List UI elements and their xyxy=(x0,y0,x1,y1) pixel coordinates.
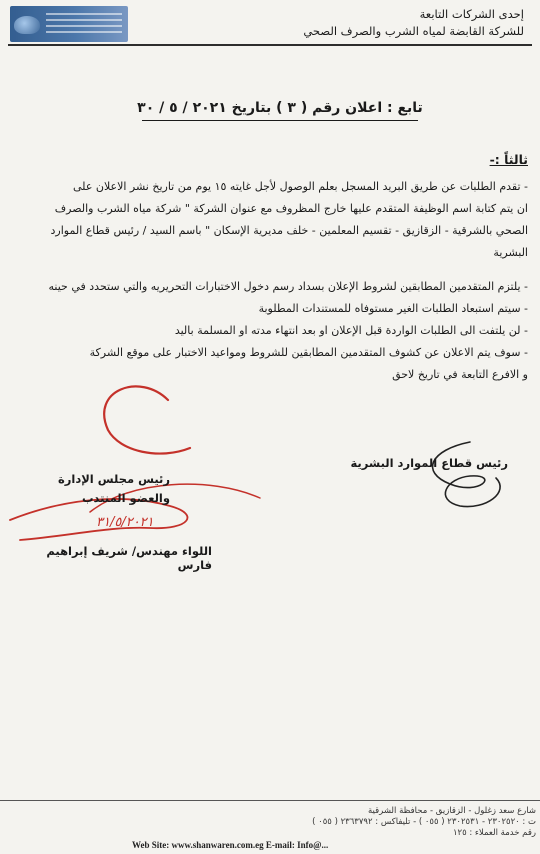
paragraph-line: - يلتزم المتقدمين المطابقين لشروط الإعلان بسداد رسم دخول الاختبارات التحريريه والتي ستحدد في حينه xyxy=(48,280,528,293)
paragraph-line: البشرية xyxy=(493,246,528,259)
logo-text-lines xyxy=(46,13,122,35)
paragraph-line: - تقدم الطلبات عن طريق البريد المسجل بعلم الوصول لأجل غايته ١٥ يوم من تاريخ نشر الاعلان على xyxy=(73,180,528,193)
paragraph-submission xyxy=(18,176,528,264)
chairman-signatory-label xyxy=(40,470,170,508)
letterhead xyxy=(224,6,524,40)
paragraph-fees xyxy=(18,276,528,298)
chairman-title-line-2: والعضو المنتدب xyxy=(81,491,170,505)
footer-customer-service: رقم خدمة العملاء : ١٢٥ xyxy=(452,828,536,838)
black-signature-stroke xyxy=(433,442,501,507)
title-underline xyxy=(142,120,418,121)
hr-signatory-label: رئيس قطاع الموارد البشرية xyxy=(350,456,508,470)
footer-divider xyxy=(0,800,540,801)
chairman-title-line-1: رئيس مجلس الإدارة xyxy=(57,472,170,486)
handwritten-date-text: ٣١/٥/٢٠٢١ xyxy=(96,515,154,530)
red-signature-stroke xyxy=(104,386,190,453)
paragraph-ignored xyxy=(18,320,528,342)
water-drop-icon xyxy=(14,16,40,34)
chairman-name: اللواء مهندس/ شريف إبراهيم فارس xyxy=(46,544,212,572)
footer-phones: ت : ٢٣٠٢٥٢٠ - ٢٣٠٢٥٣١ ( ٠٥٥ ) - تليفاكس : ٢٣٦٣٧٩٢ ( ٠٥٥ ) xyxy=(312,817,536,827)
paragraph-line: و الافرع التابعة في تاريخ لاحق xyxy=(392,368,528,381)
paragraph-exclusion xyxy=(18,298,528,320)
handwritten-date xyxy=(92,508,182,532)
paragraph-line: - سيتم استبعاد الطلبات الغير مستوفاه للمستندات المطلوبة xyxy=(258,302,528,315)
paragraph-line: - لن يلتفت الى الطلبات الواردة قبل الإعلان او بعد انتهاء مدته او المسلمة باليد xyxy=(174,324,528,337)
paragraph-line: الصحي بالشرقية - الزقازيق - تقسيم المعلمين - خلف مديرية الإسكان " باسم السيد / رئيس قطاع الموارد xyxy=(50,224,528,237)
paragraph-line: - سوف يتم الاعلان عن كشوف المتقدمين المطابقين للشروط ومواعيد الاختبار على موقع الشركة xyxy=(89,346,528,359)
header-divider xyxy=(8,44,532,46)
section-heading: ثالثاً :- xyxy=(489,152,528,167)
paragraph-line: ان يتم كتابة اسم الوظيفة المتقدم عليها خارج المظروف مع عنوان الشركة " شركة مياه الشرب والصرف xyxy=(54,202,528,215)
footer-website: Web Site: www.shanwaren.com.eg E-mail: Info@... xyxy=(132,840,329,850)
footer-address: شارع سعد زغلول - الزقازيق - محافظة الشرقية xyxy=(367,806,536,816)
letterhead-line-2: للشركة القابضة لمياه الشرب والصرف الصحي xyxy=(303,24,524,38)
announcement-title: تابع : اعلان رقم ( ٣ ) بتاريخ ٢٠٢١ / ٥ / ٣٠ xyxy=(137,100,423,116)
company-logo xyxy=(10,6,128,42)
letterhead-line-1: إحدى الشركات التابعة xyxy=(419,7,524,21)
